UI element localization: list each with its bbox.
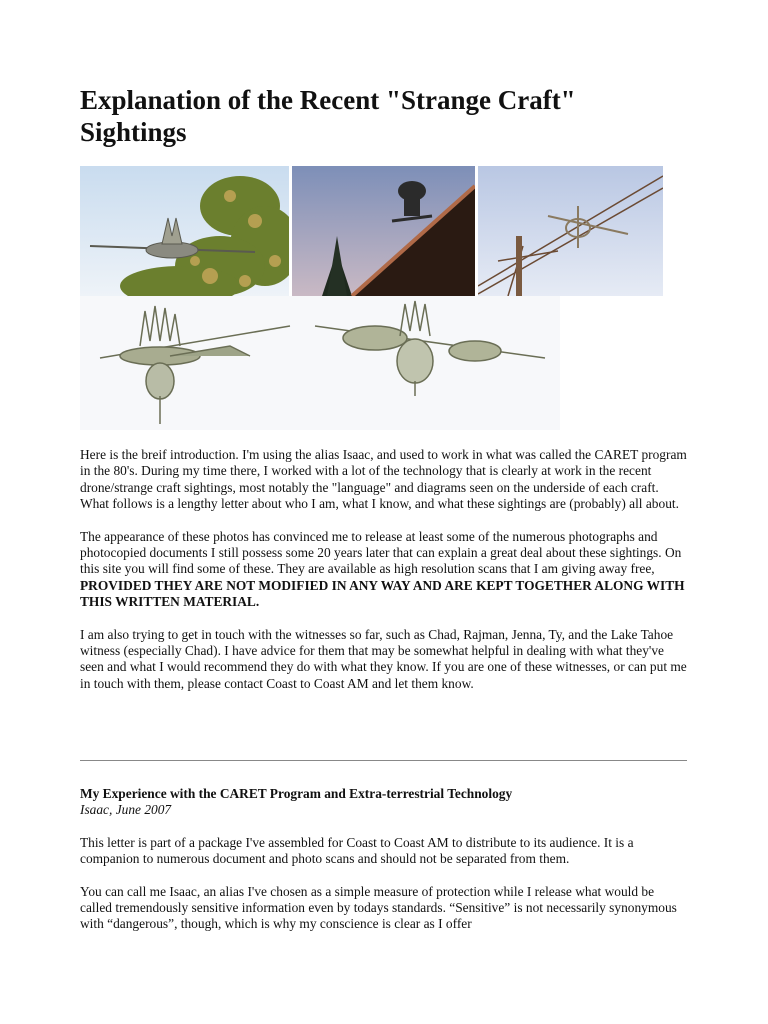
letter-section	[80, 786, 688, 949]
intro-paragraph-1: Here is the breif introduction. I'm using the alias Isaac, and used to work in what was called the CARET program in the 80's. During my time there, I worked with a lot of the technology that is clearly at work in the recent drone/strange craft sightings, most notably the "language" and diagrams seen on the underside of each craft. What follows is a lengthy letter about who I am, what I know, and what these sightings are (probably) all about.	[80, 447, 687, 512]
intro-paragraph-2	[80, 529, 688, 611]
letter-heading: My Experience with the CARET Program and Extra-terrestrial Technology	[80, 786, 513, 801]
craft-photo-pair	[80, 296, 560, 430]
intro-paragraph-2-warning: PROVIDED THEY ARE NOT MODIFIED IN ANY WAY AND ARE KEPT TOGETHER ALONG WITH THIS WRITTEN MATERIAL.	[80, 577, 685, 610]
craft-photo-powerline	[478, 166, 663, 296]
craft-photo-tree	[80, 166, 289, 296]
letter-paragraph-1: This letter is part of a package I've assembled for Coast to Coast AM to distribute to its audience. It is a companion to numerous document and photo scans and should not be separated from them.	[80, 834, 634, 867]
craft-photo-roof	[292, 166, 475, 296]
letter-byline: Isaac, June 2007	[80, 802, 172, 818]
section-divider	[80, 760, 687, 761]
intro-paragraph-3: I am also trying to get in touch with the witnesses so far, such as Chad, Rajman, Jenna, Ty, and the Lake Tahoe witness (especially Chad). I have advice for them that may be somewhat helpful in dealing with what they've seen and what I would recommend they do with what they know. If you are one of these witnesses, or can put me in touch with them, please contact Coast to Coast AM and let them know.	[80, 626, 687, 691]
page-title: Explanation of the Recent "Strange Craft" Sightings	[80, 85, 576, 147]
intro-section	[80, 447, 688, 708]
letter-paragraph-2: You can call me Isaac, an alias I've chosen as a simple measure of protection while I release what would be called tremendously sensitive information even by todays standards. “Sensitive” is not necessarily synonymous with “dangerous”, though, which is why my conscience is clear as I offer	[80, 883, 677, 932]
intro-paragraph-2-text: The appearance of these photos has convinced me to release at least some of the numerous photographs and photocopied documents I still possess some 20 years later that can explain a great deal about these sightings. On this site you will find some of these. They are available as high resolution scans that I am giving away free,	[80, 528, 682, 577]
